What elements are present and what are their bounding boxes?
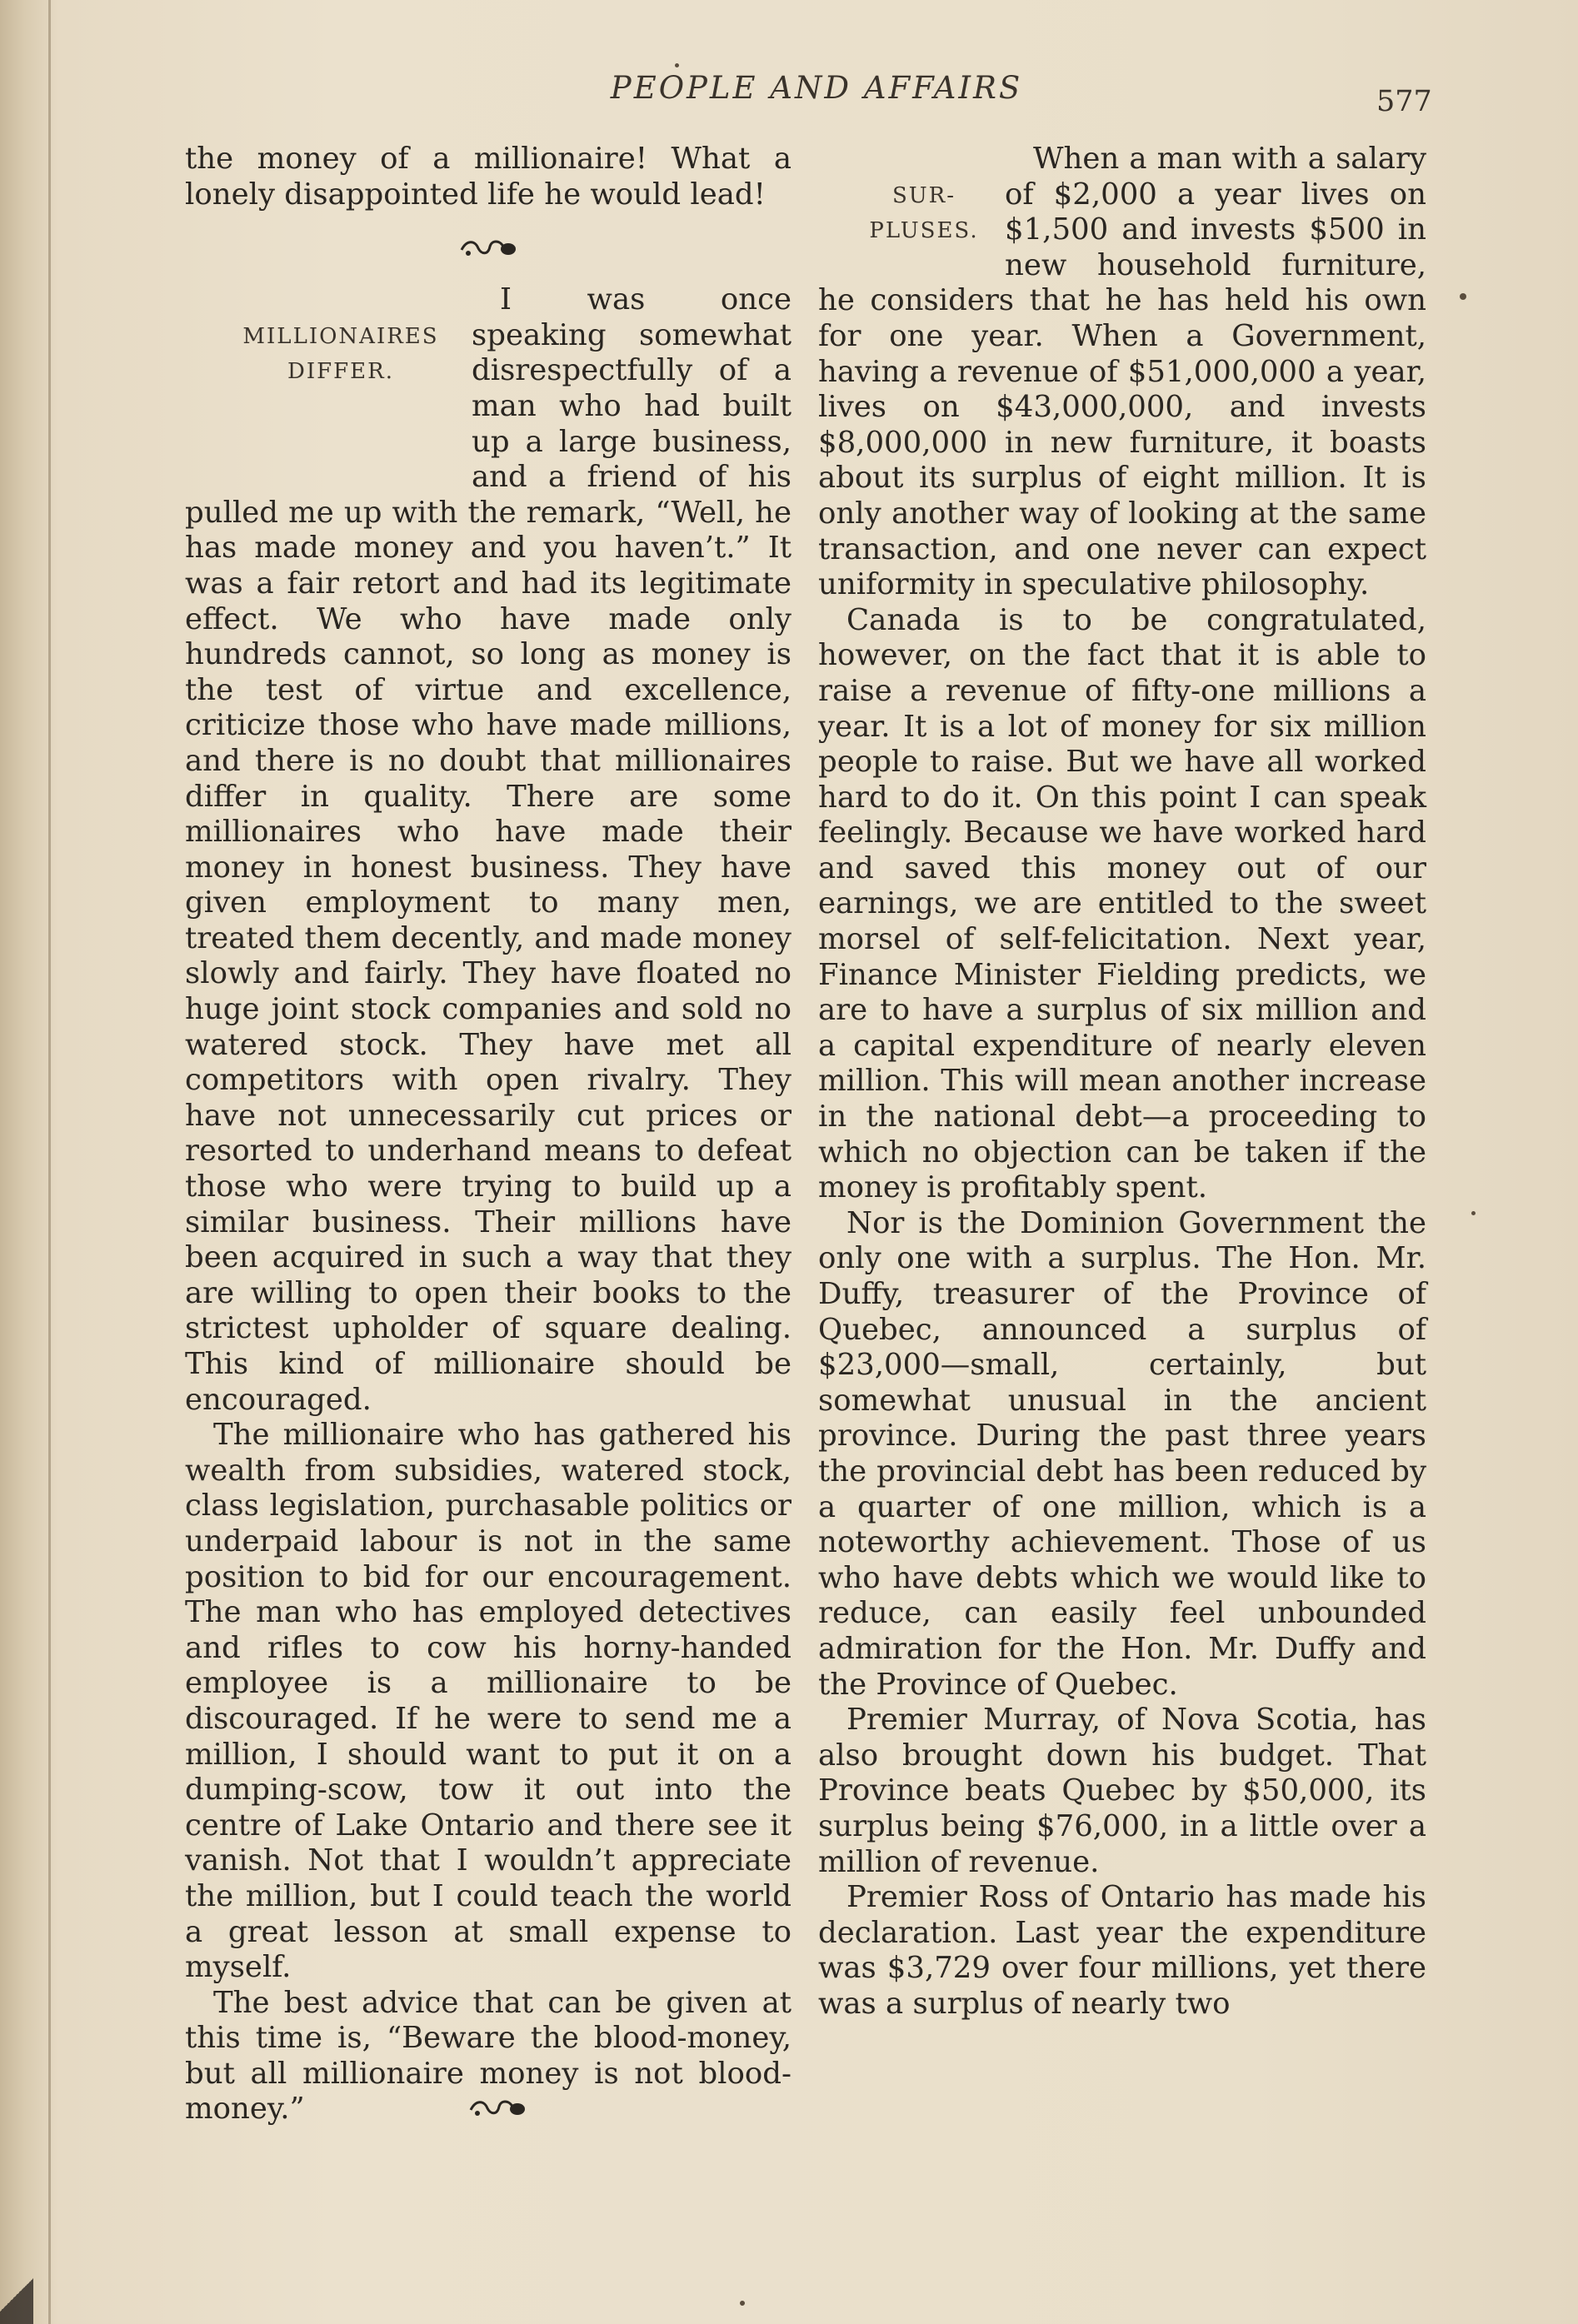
paragraph-millionaires [185, 282, 791, 1418]
paragraph-text: The best advice that can be given at this time is, “Beware the blood-money, but all millionaire money is not blood-money.” [185, 1985, 791, 2127]
left-column [185, 142, 791, 2128]
paragraph: Nor is the Dominion Government the only one with a surplus. The Hon. Mr. Duffy, treasurer of the Province of Quebec, announced a surplus of $23,000—small, certainly, but somewhat unusual in the ancient province. During the past three years the provincial debt has been reduced by a quarter of one million, which is a noteworthy achievement. Those of us who have debts which we would like to reduce, can easily feel unbounded admiration for the Hon. Mr. Duffy and the Province of Quebec. [818, 1205, 1426, 1702]
paragraph-text: When a man with a salary of $2,000 a year lives on $1,500 and invests $500 in new household furniture, he considers that he has held his own for one year. When a Government, having a revenue of $51,000,000 a year, lives on $43,000,000, and invests $8,000,000 in new furniture, it boasts about its surplus of eight million. It is only another way of looking at the same transaction, and one never can expect uniformity in speculative philosophy. [818, 142, 1426, 602]
paper-speck [1460, 293, 1466, 300]
paper-speck [675, 63, 679, 67]
fleuron-ornament-icon [185, 212, 791, 282]
page-number: 577 [1376, 85, 1432, 118]
sidenote-surpluses: SUR- PLUSES. [869, 183, 979, 243]
paper-speck [1471, 1211, 1476, 1215]
right-column [818, 142, 1426, 2022]
paragraph: Canada is to be congratulated, however, on the fact that it is able to raise a revenue of fifty-one millions a year. It is a lot of money for six million people to raise. But we have all worked hard to do it. On this point I can speak feelingly. Because we have worked hard and saved this money out of our earnings, we are entitled to the sweet morsel of self-felicitation. Next year, Finance Minister Fielding predicts, we are to have a surplus of six million and a capital expenditure of nearly eleven million. This will mean another increase in the national debt—a proceeding to which no objection can be taken if the money is profitably spent. [818, 602, 1426, 1205]
binding-gutter [48, 0, 51, 2324]
paragraph-text: I was once speaking somewhat disrespectfully of a man who had built up a large business, and a friend of his pulled me up with the remark, “Well, he has made money and you haven’t.” It was a fair retort and had its legitimate effect. We who have made only hundreds cannot, so long as money is the test of virtue and excellence, criticize those who have made millions, and there is no doubt that millionaires differ in quality. There are some millionaires who have made their money in honest business. They have given employment to many men, treated them decently, and made money slowly and fairly. They have floated no huge joint stock companies and sold no watered stock. They have met all competitors with open rivalry. They have not unnecessarily cut prices or resorted to underhand means to defeat those who were trying to build up a similar business. Their millions have been acquired in such a way that they are willing to open their books to the strictest upholder of square dealing. This kind of millionaire should be encouraged. [185, 282, 791, 1417]
paragraph-surpluses [818, 142, 1426, 603]
paper-speck [740, 2301, 745, 2306]
paragraph: Premier Murray, of Nova Scotia, has also brought down his budget. That Province beats Quebec by $50,000, its surplus being $76,000, in a little over a million of revenue. [818, 1703, 1426, 1879]
sidenote-millionaires-differ: MILLIONAIRES DIFFER. [242, 324, 439, 385]
paragraph: The millionaire who has gathered his wealth from subsidies, watered stock, class legislation, purchasable politics or underpaid labour is not in the same position to bid for our encouragement. The man who has employed detectives and rifles to cow his horny-handed employee is a millionaire to be discouraged. If he were to send me a million, I should want to put it on a dumping-scow, tow it out into the centre of Lake Ontario and there see it vanish. Not that I wouldn’t appreciate the million, but I could teach the world a great lesson at small expense to myself. [185, 1418, 791, 1985]
corner-mark [0, 2266, 33, 2324]
fleuron-ornament-icon [439, 2093, 527, 2129]
running-head: PEOPLE AND AFFAIRS [610, 70, 1023, 106]
paragraph-final [185, 1986, 791, 2129]
paragraph: Premier Ross of Ontario has made his declaration. Last year the expenditure was $3,729 over four millions, yet there was a surplus of nearly two [818, 1880, 1426, 2021]
paragraph: the money of a millionaire! What a lonely disappointed life he would lead! [185, 142, 791, 212]
